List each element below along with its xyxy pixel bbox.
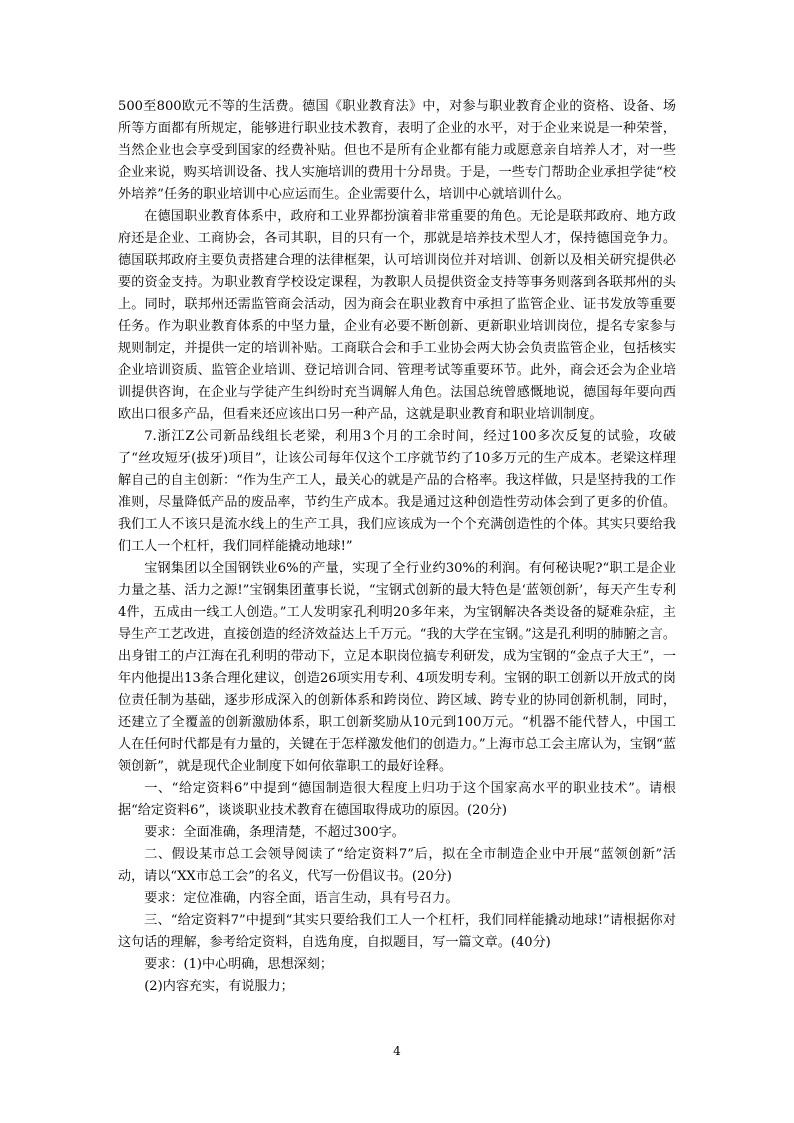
paragraph-material-7: 7.浙江Z公司新品线组长老梁，利用3个月的工余时间，经过100多次反复的试验，攻破了“丝攻短牙(拔牙)项目”，让该公司每年仅这个工序就节约了10多万元的生产成本。老梁这样理解自己的自主创新：“作为生产工人，最关心的就是产品的合格率。我这样做，只是坚持我的工作准则，尽量降低产品的废品率，节约生产成本。我是通过这种创造性劳动体会到了更多的价值。我们工人不该只是流水线上的生产工具，我们应该成为一个个充满创造性的个体。其实只要给我们工人一个杠杆，我们同样能撬动地球!” [118,429,676,554]
paragraph-german-system: 在德国职业教育体系中，政府和工业界都扮演着非常重要的角色。无论是联邦政府、地方政府还是企业、工商协会，各司其职，目的只有一个，那就是培养技术型人才，保持德国竞争力。德国联邦政府主要负责搭建合理的法律框架，认可培训岗位并对培训、创新以及相关研究提供必要的资金支持。为职业教育学校设定课程，为教职人员提供资金支持等事务则落到各联邦州的头上。同时，联邦州还需监管商会活动，因为商会在职业教育中承担了监管企业、证书发放等重要任务。作为职业教育体系的中坚力量，企业有必要不断创新、更新职业培训岗位，提名专家参与规则制定，并提供一定的培训补贴。工商联合会和手工业协会两大协会负责监管企业，包括核实企业培训资质、监管企业培训、登记培训合同、管理考试等重要环节。此外，商会还会为企业培训提供咨询，在企业与学徒产生纠纷时充当调解人角色。法国总统曾感慨地说，德国每年要向西欧出口很多产品，但看来还应该出口另一种产品，这就是职业教育和职业培训制度。 [118,209,676,422]
question-2: 二、假设某市总工会领导阅读了“给定资料7”后，拟在全市制造企业中开展“蓝领创新”活动，请以“XX市总工会”的名义，代写一份倡议书。(20分) [118,847,676,884]
paragraph-continuation: 500至800欧元不等的生活费。德国《职业教育法》中，对参与职业教育企业的资格、设备、场所等方面都有所规定，能够进行职业技术教育，表明了企业的水平，对于企业来说是一种荣誉，当然企业也会享受到国家的经费补贴。但也不是所有企业都有能力或愿意亲自培养人才，对一些企业来说，购买培训设备、找人实施培训的费用十分昂贵。于是，一些专门帮助企业承担学徒“校外培养”任务的职业培训中心应运而生。企业需要什么，培训中心就培训什么。 [118,99,676,202]
paragraph-baosteel: 宝钢集团以全国钢铁业6%的产量，实现了全行业约30%的利润。有何秘诀呢?“职工是企业力量之基、活力之源!”宝钢集团董事长说，“宝钢式创新的最大特色是‘蓝领创新’，每天产生专利4件，五成由一线工人创造。”工人发明家孔利明20多年来，为宝钢解决各类设备的疑难杂症，主导生产工艺改进，直接创造的经济效益达上千万元。“我的大学在宝钢。”这是孔利明的肺腑之言。出身钳工的卢江海在孔利明的带动下，立足本职岗位搞专利研发，成为宝钢的“金点子大王”，一年内他提出13条合理化建议，创造26项实用专利、4项发明专利。宝钢的职工创新以开放式的岗位责任制为基础，逐步形成深入的创新体系和跨岗位、跨区域、跨专业的协同创新机制，同时，还建立了全覆盖的创新激励体系，职工创新奖励从10元到100万元。“机器不能代替人，中国工人在任何时代都是有力量的，关键在于怎样激发他们的创造力。”上海市总工会主席认为，宝钢“蓝领创新”，就是现代企业制度下如何依靠职工的最好诠释。 [118,561,676,774]
question-3: 三、“给定资料7”中提到“其实只要给我们工人一个杠杆，我们同样能撬动地球!”请根据你对这句话的理解，参考给定资料，自选角度，自拟题目，写一篇文章。(40分) [118,913,676,950]
question-2-requirement: 要求：定位准确，内容全面，语言生动，具有号召力。 [144,891,459,906]
question-3-requirement-1: 要求：(1)中心明确，思想深刻； [144,957,333,972]
question-3-requirement-2: (2)内容充实，有说服力； [144,979,294,994]
page-number: 4 [393,1044,401,1058]
question-1: 一、“给定资料6”中提到“德国制造很大程度上归功于这个国家高水平的职业技术”。请根据“给定资料6”，谈谈职业技术教育在德国取得成功的原因。(20分) [118,781,676,818]
question-1-requirement: 要求：全面准确，条理清楚，不超过300字。 [144,825,405,840]
document-body [118,96,676,998]
